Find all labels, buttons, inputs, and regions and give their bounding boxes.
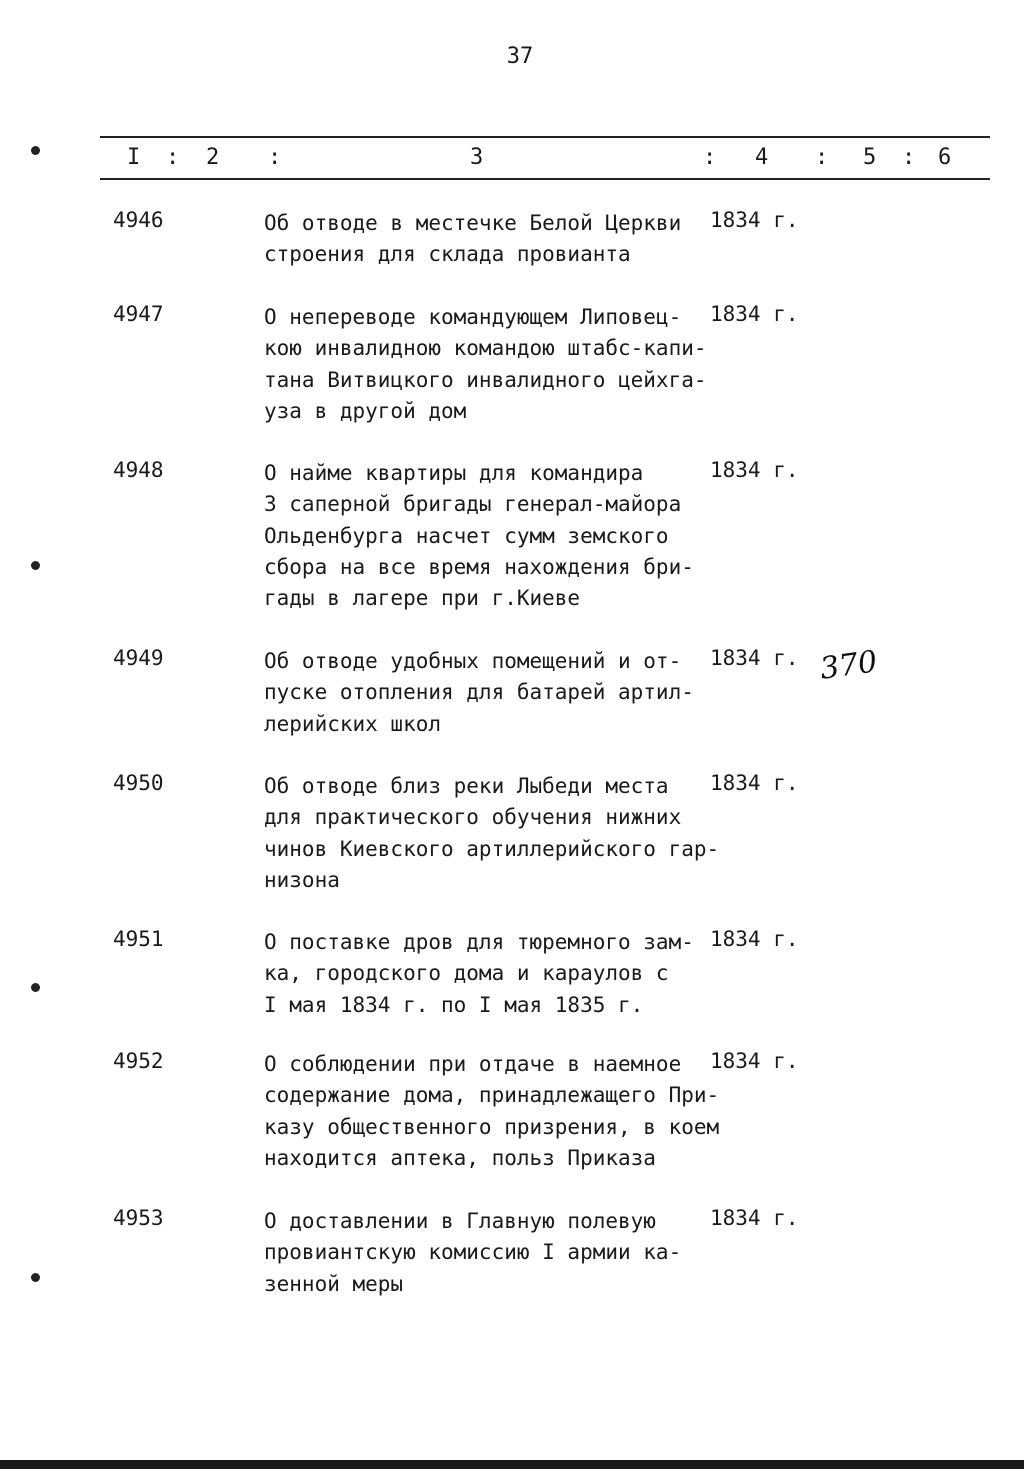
entry-number: 4948 bbox=[113, 458, 164, 482]
description-line: казу общественного призрения, в коем bbox=[264, 1114, 720, 1139]
entry-number: 4950 bbox=[113, 771, 164, 795]
binding-hole-mark bbox=[31, 146, 40, 155]
description-line: Об отводе в местечке Белой Церкви bbox=[264, 211, 682, 235]
entry-description bbox=[264, 1049, 724, 1174]
description-line: кою инвалидною командою штабс-капи- bbox=[264, 336, 707, 361]
entry-number: 4953 bbox=[113, 1206, 164, 1230]
entry-number: 4946 bbox=[113, 208, 164, 232]
entry-number: 4947 bbox=[113, 302, 164, 326]
description-line: для практического обучения нижних bbox=[264, 805, 682, 830]
column-separator: : bbox=[902, 145, 916, 170]
table-header-rule bbox=[100, 178, 990, 180]
column-header-1: I bbox=[127, 145, 141, 170]
description-line: гады в лагере при г.Киеве bbox=[264, 586, 581, 611]
description-line: строения для склада провианта bbox=[264, 242, 631, 267]
description-line: уза в другой дом bbox=[264, 398, 467, 423]
description-line: низона bbox=[264, 867, 340, 892]
entry-description bbox=[264, 458, 724, 614]
description-line: содержание дома, принадлежащего При- bbox=[264, 1083, 720, 1108]
description-line: пуске отопления для батарей артил- bbox=[264, 680, 694, 705]
column-separator: : bbox=[815, 145, 829, 170]
entry-description bbox=[264, 208, 724, 271]
entry-description bbox=[264, 771, 724, 896]
entry-year: 1834 г. bbox=[710, 1206, 799, 1230]
entry-year: 1834 г. bbox=[710, 302, 799, 326]
column-header-5: 5 bbox=[863, 145, 877, 170]
entry-description bbox=[264, 646, 724, 740]
entry-year: 1834 г. bbox=[710, 208, 799, 232]
description-line: находится аптека, польз Приказа bbox=[264, 1145, 656, 1170]
description-line: О доставлении в Главную полевую bbox=[264, 1209, 656, 1233]
description-line: зенной меры bbox=[264, 1271, 404, 1296]
binding-hole-mark bbox=[31, 561, 40, 570]
entry-description bbox=[264, 927, 724, 1021]
column-header-row bbox=[0, 145, 1024, 173]
description-line: О соблюдении при отдаче в наемное bbox=[264, 1052, 682, 1076]
entry-year: 1834 г. bbox=[710, 927, 799, 951]
description-line: О непереводе командующем Липовец- bbox=[264, 305, 682, 329]
column-separator: : bbox=[166, 145, 180, 170]
entry-number: 4951 bbox=[113, 927, 164, 951]
column-separator: : bbox=[703, 145, 717, 170]
column-header-2: 2 bbox=[206, 145, 220, 170]
description-line: ка, городского дома и караулов с bbox=[264, 961, 669, 986]
entry-year: 1834 г. bbox=[710, 1049, 799, 1073]
column-header-3: 3 bbox=[470, 145, 484, 170]
description-line: Ольденбурга насчет сумм земского bbox=[264, 523, 669, 548]
description-line: I мая 1834 г. по I мая 1835 г. bbox=[264, 992, 644, 1017]
scan-bottom-edge bbox=[0, 1460, 1024, 1469]
entry-description bbox=[264, 302, 724, 427]
description-line: тана Витвицкого инвалидного цейхга- bbox=[264, 367, 707, 392]
table-top-rule bbox=[100, 136, 990, 138]
column-header-6: 6 bbox=[938, 145, 952, 170]
description-line: 3 саперной бригады генерал-майора bbox=[264, 492, 682, 517]
entry-year: 1834 г. bbox=[710, 646, 799, 670]
description-line: Об отводе удобных помещений и от- bbox=[264, 649, 682, 673]
description-line: чинов Киевского артиллерийского гар- bbox=[264, 836, 720, 861]
column-header-4: 4 bbox=[755, 145, 769, 170]
entry-number: 4952 bbox=[113, 1049, 164, 1073]
description-line: Об отводе близ реки Лыбеди места bbox=[264, 774, 669, 798]
description-line: провиантскую комиссию I армии ка- bbox=[264, 1240, 682, 1265]
entry-number: 4949 bbox=[113, 646, 164, 670]
entry-year: 1834 г. bbox=[710, 458, 799, 482]
column-separator: : bbox=[268, 145, 282, 170]
entry-description bbox=[264, 1206, 724, 1300]
description-line: О найме квартиры для командира bbox=[264, 461, 644, 485]
page-number: 37 bbox=[506, 44, 534, 69]
binding-hole-mark bbox=[31, 983, 40, 992]
description-line: сбора на все время нахождения бри- bbox=[264, 554, 694, 579]
binding-hole-mark bbox=[31, 1273, 40, 1282]
entry-year: 1834 г. bbox=[710, 771, 799, 795]
handwritten-sheet-number: 370 bbox=[817, 644, 880, 687]
description-line: лерийских школ bbox=[264, 711, 442, 736]
description-line: О поставке дров для тюремного зам- bbox=[264, 930, 694, 954]
